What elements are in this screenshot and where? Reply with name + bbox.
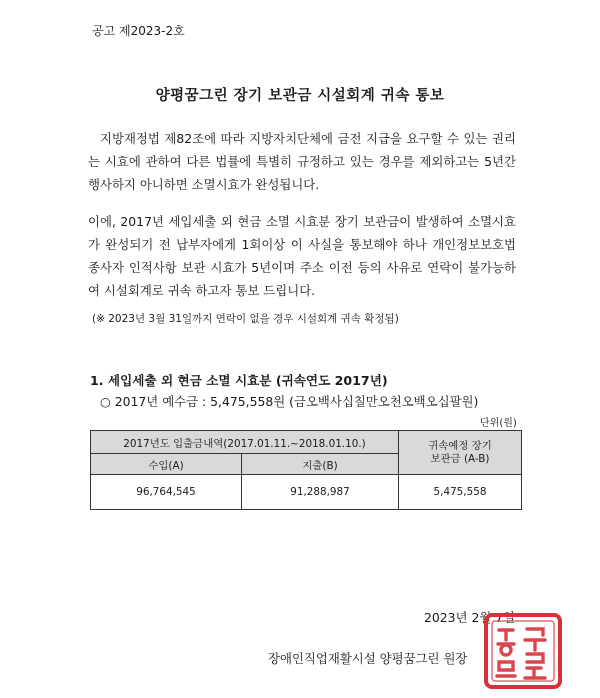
official-seal-icon bbox=[483, 612, 563, 690]
deposit-text: 2017년 예수금 : 5,475,558원 (금오백사십칠만오천오백오십팔원) bbox=[114, 394, 479, 409]
deposit-line bbox=[100, 392, 478, 410]
cell-planned: 5,475,558 bbox=[399, 475, 522, 510]
document-title: 양평꿈그린 장기 보관금 시설회계 귀속 통보 bbox=[155, 88, 445, 104]
header-planned-text: 귀속예정 장기보관금 (A-B) bbox=[428, 439, 492, 465]
header-planned bbox=[399, 431, 522, 475]
cell-income: 96,764,545 bbox=[91, 475, 242, 510]
header-expense: 지출(B) bbox=[242, 454, 399, 475]
paragraph-notice-reason: 이에, 2017년 세입세출 외 현금 소멸 시효분 장기 보관금이 발생하여 소멸시효가 완성되기 전 납부자에게 1회이상 이 사실을 통보해야 하나 개인정보보호법 종사자 인적사항 보관 시효가 5년이며 주소 이전 등의 사유로 연락이 불가능하여 시설회계로 귀속 하고자 통보 드립니다. bbox=[88, 214, 516, 298]
table-row bbox=[91, 475, 522, 510]
issuer-name: 장애인직업재활시설 양평꿈그린 원장 bbox=[268, 651, 468, 666]
section-heading: 1. 세입세출 외 현금 소멸 시효분 (귀속연도 2017년) bbox=[90, 373, 388, 388]
header-income: 수입(A) bbox=[91, 454, 242, 475]
bullet-circle-icon: ○ bbox=[100, 394, 111, 409]
table-header-row bbox=[91, 431, 522, 454]
footnote: (※ 2023년 3월 31일까지 연락이 없을 경우 시설회계 귀속 확정됨) bbox=[92, 313, 399, 325]
header-period: 2017년도 입출금내역(2017.01.11.~2018.01.10.) bbox=[91, 431, 399, 454]
paragraph-legal-basis: 지방재정법 제82조에 따라 지방자치단체에 금전 지급을 요구할 수 있는 권리는 시효에 관하여 다른 법률에 특별히 규정하고 있는 경우를 제외하고는 5년간 행사하지 아니하면 소멸시효가 완성됩니다. bbox=[88, 131, 516, 192]
unit-label: 단위(원) bbox=[480, 418, 517, 429]
document-date: 2023년 2월 7일 bbox=[424, 610, 516, 625]
cell-expense: 91,288,987 bbox=[242, 475, 399, 510]
balance-table bbox=[90, 430, 522, 510]
notice-number: 공고 제2023-2호 bbox=[92, 24, 185, 38]
